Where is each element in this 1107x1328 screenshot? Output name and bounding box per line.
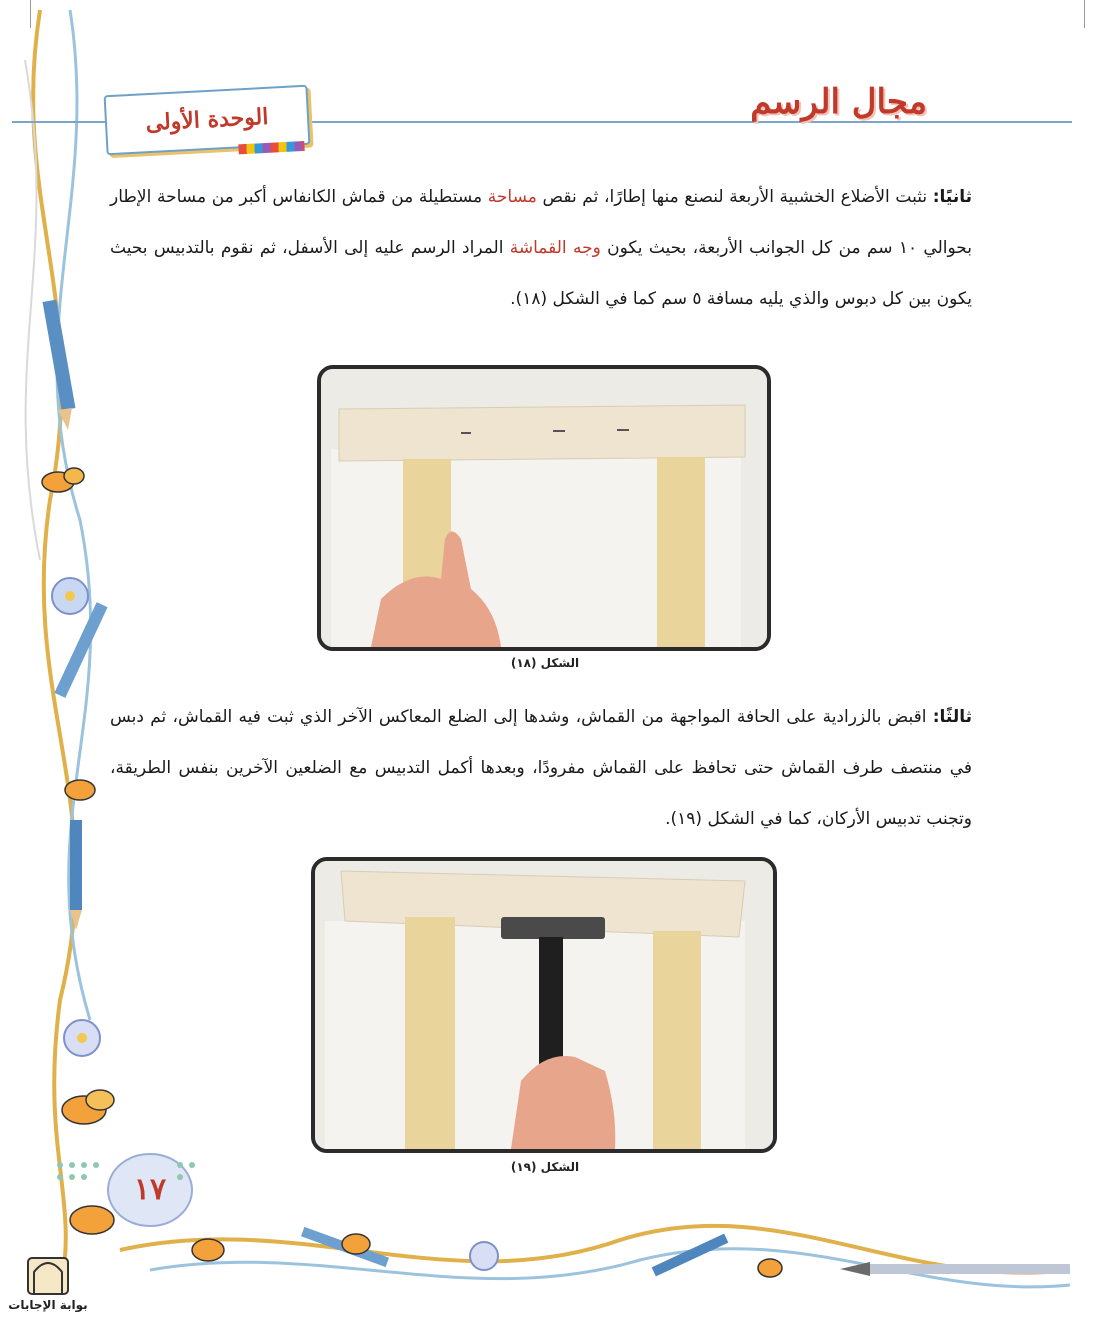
- butterfly-icon: [342, 1234, 370, 1254]
- butterfly-icon: [758, 1259, 782, 1277]
- flower-icon: [52, 578, 88, 614]
- page-number: ١٧: [133, 1172, 167, 1207]
- flower-icon: [64, 1020, 100, 1056]
- paintbrush-icon: [840, 1262, 1070, 1276]
- highlight-word: وجه القماشة: [509, 238, 601, 258]
- unit-label: الوحدة الأولى: [144, 103, 270, 137]
- butterfly-icon: [65, 780, 95, 800]
- figure-18-photo: [317, 365, 771, 651]
- butterfly-icon: [62, 1090, 114, 1124]
- paragraph-step-2: ثانيًا: نثبت الأضلاع الخشبية الأربعة لنصنع منها إطارًا، ثم نقص مساحة مستطيلة من قماش الكانفاس أكبر من مساحة الإطار بحوالي ١٠ سم من كل الجوانب الأربعة، بحيث يكون وجه القماشة المراد الرسم عليه إلى الأسفل، ثم نقوم بالتدبيس بحيث يكون بين كل دبوس والذي يليه مسافة ٥ سم كما في الشكل (١٨).: [110, 187, 972, 309]
- site-logo-icon: [28, 1258, 68, 1294]
- crop-mark: [30, 0, 31, 28]
- flower-icon: [470, 1242, 498, 1270]
- highlight-word: مساحة: [487, 187, 537, 207]
- butterfly-icon: [42, 468, 84, 492]
- step-lead: ثانيًا:: [932, 187, 972, 207]
- field-title: مجال الرسم: [750, 82, 927, 122]
- figure-19-photo: [311, 857, 777, 1153]
- butterfly-icon: [192, 1239, 224, 1261]
- pencil-icon: [70, 820, 82, 930]
- butterfly-icon: [70, 1206, 114, 1234]
- pencil-icon: [43, 300, 76, 430]
- crop-mark: [1084, 0, 1085, 28]
- figure-18-caption: الشكل (١٨): [510, 656, 580, 670]
- unit-badge: [104, 85, 311, 156]
- figure-19-caption: الشكل (١٩): [510, 1160, 580, 1174]
- pencil-icon: [54, 602, 107, 698]
- paragraph-step-3: ثالثًا: اقبض بالزرادية على الحافة المواجهة من القماش، وشدها إلى الضلع المعاكس الآخر الذي ثبت فيه القماش، ثم دبس في منتصف طرف القماش حتى تحافظ على القماش مفرودًا، وبعدها أكمل التدبيس مع الضلعين الآخرين بنفس الطريقة، وتجنب تدبيس الأركان، كما في الشكل (١٩).: [110, 707, 972, 829]
- site-logo-label[interactable]: بوابة الإجابات: [8, 1298, 88, 1312]
- step-lead: ثالثًا:: [932, 707, 972, 727]
